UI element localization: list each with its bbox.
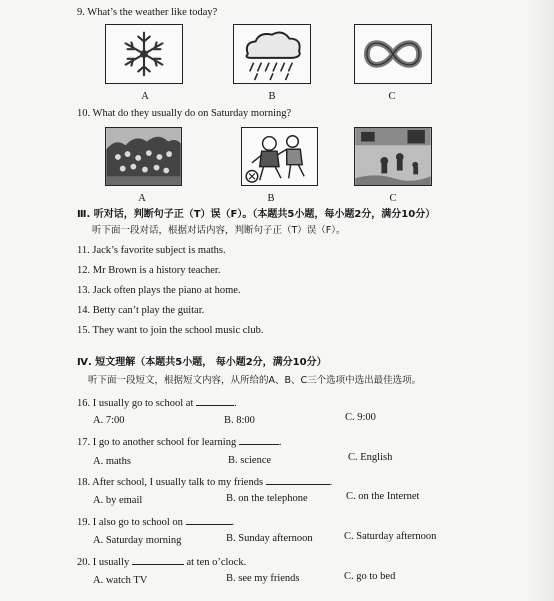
q10-option-b: B <box>267 193 275 204</box>
q18-option-c: C. on the Internet <box>346 491 420 502</box>
answer-blank <box>196 396 234 406</box>
rain-cloud-icon <box>233 24 311 84</box>
question-19-text: 19. I also go to school on <box>77 517 183 528</box>
question-16 <box>77 396 237 410</box>
question-18-end: . <box>329 477 333 488</box>
q19-option-a: A. Saturday morning <box>93 535 182 546</box>
statement-14: 14. Betty can’t play the guitar. <box>77 305 205 316</box>
question-18 <box>77 475 332 489</box>
q10-question: 10. What do they usually do on Saturday morning? <box>77 108 292 119</box>
q18-option-a: A. by email <box>93 495 143 506</box>
q9-question: 9. What’s the weather like today? <box>77 7 218 18</box>
q18-option-b: B. on the telephone <box>226 493 308 504</box>
q17-option-a: A. maths <box>93 456 131 467</box>
section3-instruction: 听下面一段对话，根据对话内容，判断句子正（T）误（F）。 <box>92 225 346 236</box>
answer-blank <box>132 555 184 565</box>
crowd-scene-icon <box>105 127 182 186</box>
q17-option-b: B. science <box>228 455 272 466</box>
question-18-text: 18. After school, I usually talk to my friends <box>77 477 264 488</box>
q20-option-b: B. see my friends <box>226 573 300 584</box>
q19-option-c: C. Saturday afternoon <box>344 531 437 542</box>
section3-heading: Ⅲ. 听对话，判断句子正（T）误（F）。（本题共5小题，每小题2分，满分10分） <box>77 209 436 220</box>
q16-option-c: C. 9:00 <box>345 412 376 423</box>
question-17 <box>77 435 281 449</box>
q10-option-c: C <box>389 193 397 204</box>
infinity-icon <box>354 24 432 84</box>
kids-playing-football-icon <box>241 127 318 186</box>
answer-blank <box>239 435 279 445</box>
section4-heading: Ⅳ. 短文理解（本题共5小题， 每小题2分，满分10分） <box>77 357 327 368</box>
question-20-end: at ten o’clock. <box>186 557 247 568</box>
question-20 <box>77 555 246 569</box>
q20-option-a: A. watch TV <box>93 575 148 586</box>
q16-option-b: B. 8:00 <box>224 415 255 426</box>
statement-13: 13. Jack often plays the piano at home. <box>77 285 241 296</box>
answer-blank <box>266 475 330 485</box>
q20-option-c: C. go to bed <box>344 571 396 582</box>
section4-instruction: 听下面一段短文，根据短文内容，从所给的A、B、C三个选项中选出最佳选项。 <box>88 375 422 386</box>
q9-option-c: C <box>388 91 396 102</box>
statement-11: 11. Jack’s favorite subject is maths. <box>77 245 226 256</box>
question-17-end: . <box>278 437 282 448</box>
question-16-end: . <box>234 398 237 409</box>
q17-option-c: C. English <box>348 452 393 463</box>
question-17-text: 17. I go to another school for learning <box>77 437 237 448</box>
q19-option-b: B. Sunday afternoon <box>226 533 313 544</box>
question-20-text: 20. I usually <box>77 557 130 568</box>
outdoor-scene-icon <box>354 127 432 186</box>
question-19-end: . <box>231 517 235 528</box>
snowflake-icon <box>105 24 183 84</box>
question-19 <box>77 515 234 529</box>
page-edge-shadow <box>526 0 554 601</box>
q9-option-a: A <box>141 91 149 102</box>
q16-option-a: A. 7:00 <box>93 415 125 426</box>
q9-option-b: B <box>268 91 276 102</box>
statement-12: 12. Mr Brown is a history teacher. <box>77 265 221 276</box>
question-16-text: 16. I usually go to school at <box>77 398 194 409</box>
answer-blank <box>186 515 232 525</box>
q10-option-a: A <box>138 193 146 204</box>
statement-15: 15. They want to join the school music club. <box>77 325 264 336</box>
